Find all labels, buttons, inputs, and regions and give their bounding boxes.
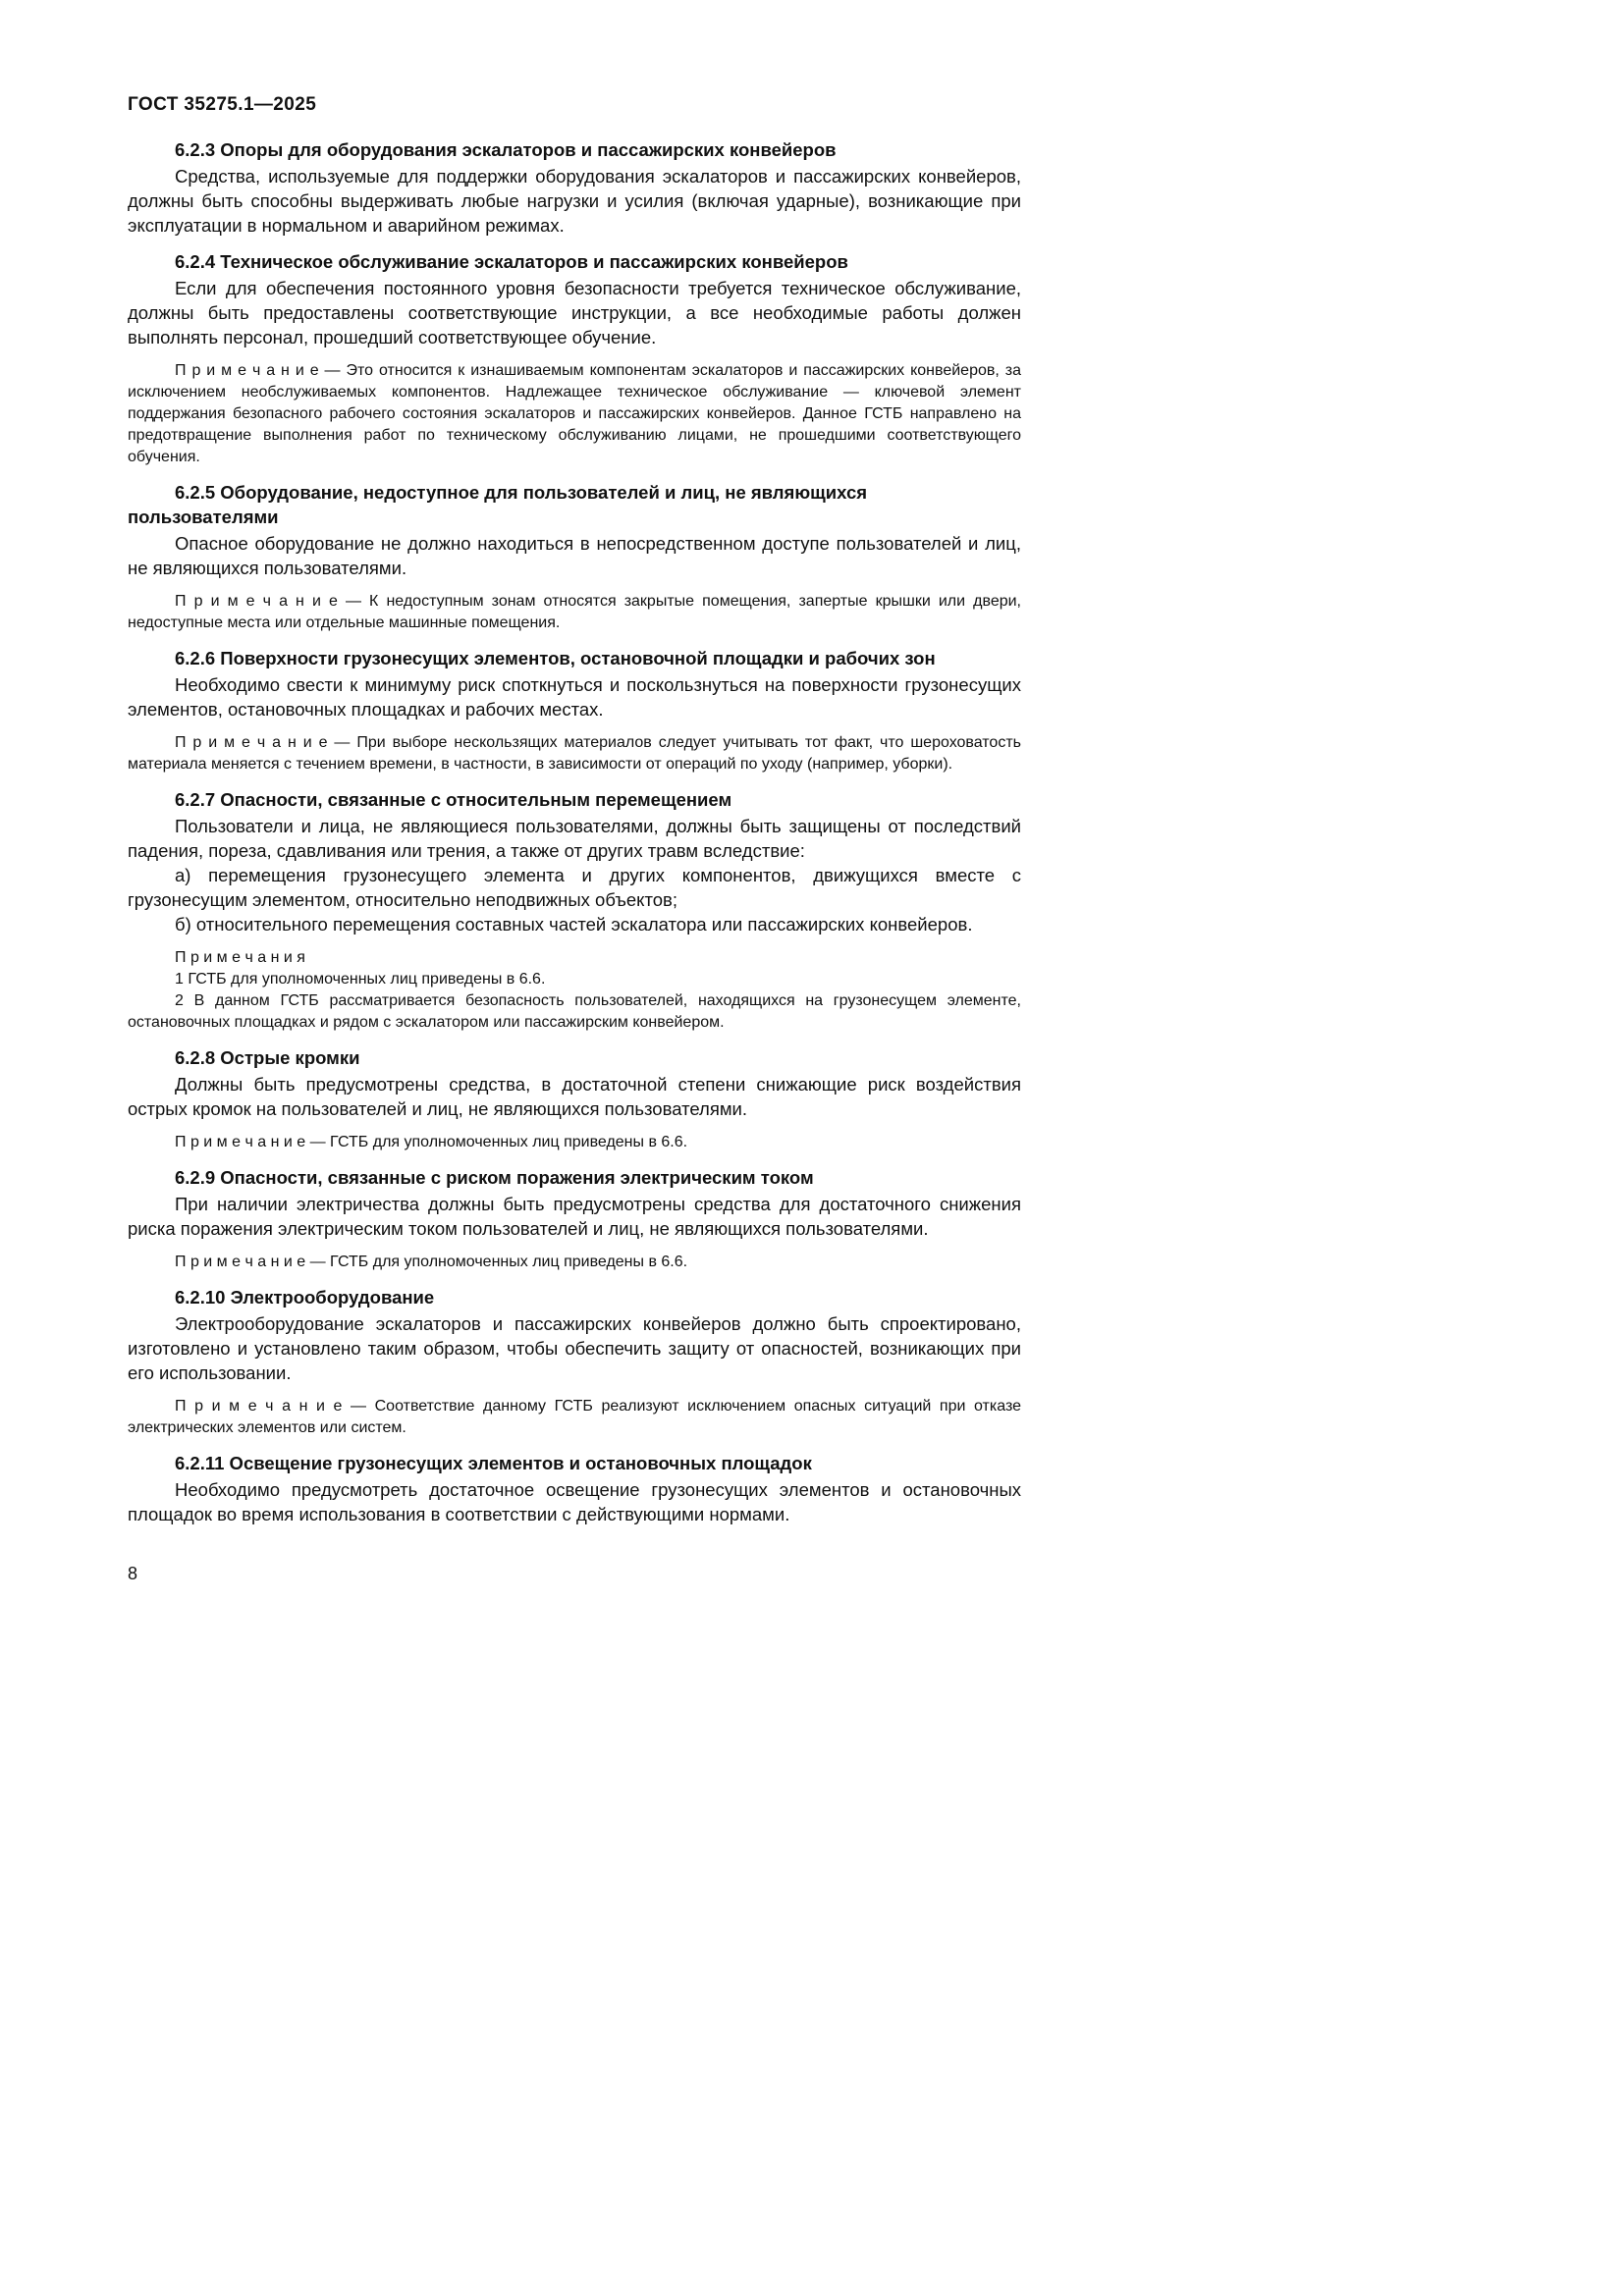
notes-group-title: П р и м е ч а н и я — [175, 949, 305, 966]
section-heading-6-2-3: 6.2.3 Опоры для оборудования эскалаторов и пассажирских конвейеров — [175, 139, 837, 160]
document-footer — [128, 1564, 1021, 1584]
note-block: П р и м е ч а н и е — ГСТБ для уполномоченных лиц приведены в 6.6. — [175, 1254, 688, 1270]
page-inner — [0, 0, 1021, 1584]
paragraph: Электрооборудование эскалаторов и пассажирских конвейеров должно быть спроектировано, изготовлено и установлено таким образом, чтобы обеспечить защиту от опасностей, возникающих при его использовании. — [128, 1313, 1021, 1383]
paragraph: Опасное оборудование не должно находиться в непосредственном доступе пользователей и лиц, не являющихся пользователями. — [128, 533, 1021, 578]
standard-code: ГОСТ 35275.1—2025 — [128, 94, 317, 115]
paragraph: Необходимо свести к минимуму риск споткнуться и поскользнуться на поверхности грузонесущих элементов, остановочных площадках и рабочих местах. — [128, 674, 1021, 720]
document-header — [128, 94, 1021, 116]
section-heading-6-2-5: 6.2.5 Оборудование, недоступное для пользователей и лиц, не являющихся пользователями — [128, 482, 868, 527]
section-heading-6-2-8: 6.2.8 Острые кромки — [175, 1047, 360, 1068]
section-heading-6-2-4: 6.2.4 Техническое обслуживание эскалаторов и пассажирских конвейеров — [175, 251, 848, 272]
note-block: П р и м е ч а н и е — Это относится к изнашиваемым компонентам эскалаторов и пассажирских конвейеров, за исключением необслуживаемых компонентов. Надлежащее техническое обслуживание — ключевой элемент поддержания безопасного рабочего состояния эскалаторов и пассажирских конвейеров. Данное ГСТБ направлено на предотвращение выполнения работ по техническому обслуживанию лицами, не прошедшими соответствующего обучения. — [128, 362, 1021, 465]
note-block: П р и м е ч а н и е — При выборе нескользящих материалов следует учитывать тот факт, что шероховатость материала меняется с течением времени, в частности, в зависимости от операций по уходу (например, уборки). — [128, 734, 1021, 773]
note-item-1: 1 ГСТБ для уполномоченных лиц приведены в 6.6. — [175, 971, 546, 988]
page-number: 8 — [128, 1564, 138, 1583]
list-item-b: б) относительного перемещения составных частей эскалатора или пассажирских конвейеров. — [175, 914, 973, 934]
paragraph: Если для обеспечения постоянного уровня безопасности требуется техническое обслуживание, должны быть предоставлены соответствующие инструкции, а все необходимые работы должен выполнять персонал, прошедший соответствующее обучение. — [128, 278, 1021, 347]
paragraph: Средства, используемые для поддержки оборудования эскалаторов и пассажирских конвейеров, должны быть способны выдерживать любые нагрузки и усилия (включая ударные), возникающие при эксплуатации в нормальном и аварийном режимах. — [128, 166, 1021, 236]
section-heading-6-2-6: 6.2.6 Поверхности грузонесущих элементов, остановочной площадки и рабочих зон — [175, 648, 936, 668]
note-block: П р и м е ч а н и е — ГСТБ для уполномоченных лиц приведены в 6.6. — [175, 1134, 688, 1150]
section-heading-6-2-11: 6.2.11 Освещение грузонесущих элементов и остановочных площадок — [175, 1453, 812, 1473]
paragraph: При наличии электричества должны быть предусмотрены средства для достаточного снижения риска поражения электрическим током пользователей и лиц, не являющихся пользователями. — [128, 1194, 1021, 1239]
note-block: П р и м е ч а н и е — Соответствие данному ГСТБ реализуют исключением опасных ситуаций при отказе электрических элементов или систем. — [128, 1398, 1021, 1436]
paragraph: Должны быть предусмотрены средства, в достаточной степени снижающие риск воздействия острых кромок на пользователей и лиц, не являющихся пользователями. — [128, 1074, 1021, 1119]
list-item-a: а) перемещения грузонесущего элемента и других компонентов, движущихся вместе с грузонесущим элементом, относительно неподвижных объектов; — [128, 865, 1021, 910]
paragraph: Пользователи и лица, не являющиеся пользователями, должны быть защищены от последствий падения, пореза, сдавливания или трения, а также от других травм вследствие: — [128, 816, 1021, 861]
note-block: П р и м е ч а н и е — К недоступным зонам относятся закрытые помещения, запертые крышки или двери, недоступные места или отдельные машинные помещения. — [128, 593, 1021, 631]
note-item-2: 2 В данном ГСТБ рассматривается безопасность пользователей, находящихся на грузонесущем элементе, остановочных площадках и рядом с эскалатором или пассажирским конвейером. — [128, 992, 1021, 1031]
section-heading-6-2-10: 6.2.10 Электрооборудование — [175, 1287, 435, 1308]
paragraph: Необходимо предусмотреть достаточное освещение грузонесущих элементов и остановочных площадок во время использования в соответствии с действующими нормами. — [128, 1479, 1021, 1524]
section-heading-6-2-7: 6.2.7 Опасности, связанные с относительным перемещением — [175, 789, 732, 810]
section-heading-6-2-9: 6.2.9 Опасности, связанные с риском поражения электрическим током — [175, 1167, 814, 1188]
document-content — [128, 137, 1021, 1526]
